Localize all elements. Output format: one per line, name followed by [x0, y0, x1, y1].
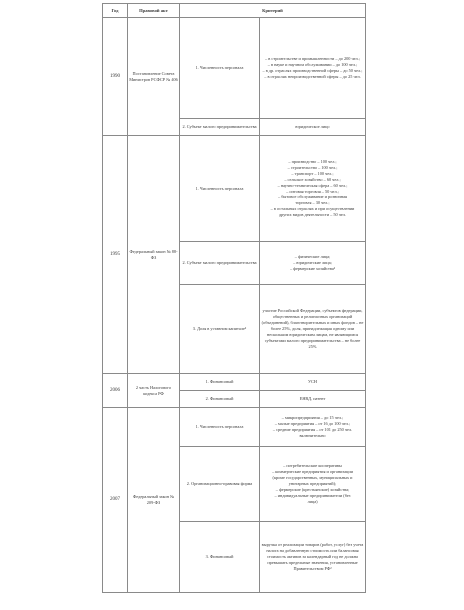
year-cell: 2007: [103, 408, 128, 593]
header-year: Год: [103, 4, 128, 18]
list-item: – научно-техническая сфера – 60 чел.;: [277, 182, 348, 188]
list-item: торговля – 30 чел.;: [295, 200, 330, 206]
criterion-value: выручка от реализации товаров (работ, услуг) без учета налога на добавленную стоимость или балансовая стоимость активов за календарный год не должна превышать предельные значения, установленные Правительством РФ²: [260, 522, 366, 593]
law-cell: Федеральный закон № 209-ФЗ: [128, 408, 180, 593]
list-item: – строительство – 100 чел.;: [287, 164, 338, 170]
criterion-name: 1. Численность персонала: [180, 136, 260, 242]
criterion-name: 2. Финансовый: [180, 391, 260, 408]
list-item: – в отраслях непроизводственной сферы – до 25 чел.: [264, 73, 361, 79]
list-item: – фермерские (крестьянские) хозяйства;: [275, 486, 350, 492]
year-cell: 2006: [103, 374, 128, 408]
list-item: – транспорт – 100 чел.;: [291, 170, 334, 176]
criterion-name: 3. Доля в уставном капитале²: [180, 285, 260, 374]
list-item: других видов деятельности – 50 чел.: [278, 212, 347, 218]
criterion-value: ЕНВД, патент: [260, 391, 366, 408]
list-item: – потребительские кооперативы: [283, 463, 342, 469]
law-cell: 2 часть Налогового кодекса РФ: [128, 374, 180, 408]
criterion-name: 1. Численность персонала: [180, 18, 260, 119]
law-cell: Федеральный закон № 88-ФЗ: [128, 136, 180, 374]
law-cell: Постановление Совета Министров РСФСР № 406: [128, 18, 180, 136]
list-item: – в др. отраслях производственной сферы – до 50 чел.;: [262, 68, 363, 73]
list-item: – бытовое обслуживание и розничная: [278, 194, 347, 200]
criterion-value-list: [260, 18, 366, 119]
header-law: Правовой акт: [128, 4, 180, 18]
list-item: – средние предприятия – от 101 до 250 чел.: [272, 427, 353, 432]
list-item: – фермерские хозяйства²: [289, 265, 336, 271]
criterion-value: УСН: [260, 374, 366, 391]
criterion-value-list: [260, 408, 366, 447]
criterion-value-list: [260, 136, 366, 242]
list-item: – в остальных отраслях и при осуществлении: [270, 206, 355, 212]
list-item: – в науке и научном обслуживании – до 100 чел.;: [267, 62, 358, 68]
table-row: [103, 374, 366, 391]
criterion-value-list: [260, 447, 366, 522]
year-cell: 1990: [103, 18, 128, 136]
criterion-name: 2. Организационно-правовая форма: [180, 447, 260, 522]
list-item: (кроме государственных, муниципальных и: [272, 475, 353, 481]
list-item: – юридические лица;: [293, 260, 332, 266]
list-item: – индивидуальные предприниматели (без: [274, 492, 351, 498]
list-item: лица): [307, 498, 318, 504]
list-item: – производство – 100 чел.;: [288, 158, 337, 164]
criterion-name: 1. Численность персонала: [180, 408, 260, 447]
criterion-name: 2. Субъект малого предпринимательства: [180, 119, 260, 136]
list-item: включительно: [299, 432, 326, 438]
table-row: [103, 18, 366, 119]
header-criteria: Критерий: [180, 4, 366, 18]
list-item: – физические лица;: [294, 254, 331, 260]
criterion-value-list: [260, 242, 366, 285]
table-row: [103, 136, 366, 242]
list-item: – сельское хозяйство – 60 чел.;: [284, 176, 341, 182]
criterion-name: 1. Финансовый: [180, 374, 260, 391]
criterion-name: 2. Субъект малого предпринимательства: [180, 242, 260, 285]
criterion-value: участие Российской Федерации, субъектов федерации, общественных и религиозных организаций (объединений), благотворительных и иных фондов – не более 25%, доля, принадлежащая одному или нескольким юридическим лицам, не являющимся субъектами малого предпринимательства – не более 25%: [260, 285, 366, 374]
criterion-value: юридическое лицо: [260, 119, 366, 136]
year-cell: 1995: [103, 136, 128, 374]
list-item: унитарных предприятий);: [288, 481, 337, 487]
list-item: – оптовая торговля – 50 чел.;: [286, 188, 339, 194]
table-row: [103, 408, 366, 447]
list-item: – в строительстве и промышленности – до 200 чел.;: [265, 56, 360, 62]
list-item: – малые предприятия – от 16 до 100 чел.;: [274, 421, 351, 427]
list-item: – микропредприятия – до 15 чел.;: [281, 415, 344, 421]
criteria-table: [102, 3, 366, 593]
list-item: – коммерческие предприятия и организации: [272, 469, 353, 475]
criterion-name: 3. Финансовый: [180, 522, 260, 593]
header-row: [103, 4, 366, 18]
